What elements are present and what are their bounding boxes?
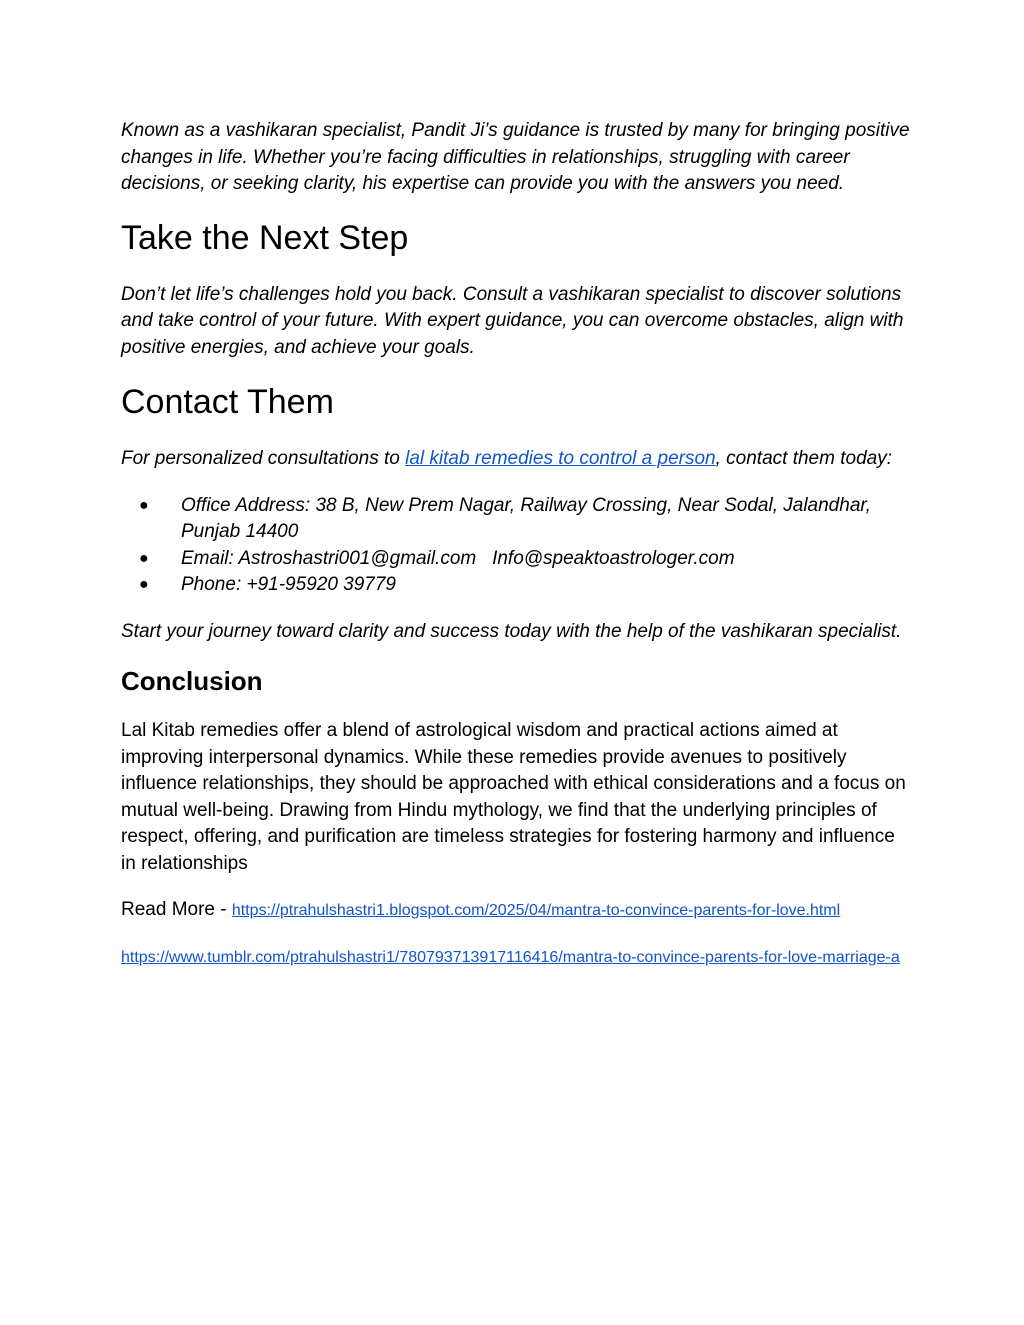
intro-paragraph: Known as a vashikaran specialist, Pandit Ji’s guidance is trusted by many for bringing positive changes in life. Whether you’re facing difficulties in relationships, struggling with career decisions, or seeking clarity, his expertise can provide you with the answers you need. [121,120,910,194]
list-item-address [121,493,911,546]
next-step-heading: Take the Next Step [121,218,409,257]
read-more-label: Read More - [121,899,232,920]
contact-lead-after: , contact them today: [715,448,892,469]
email-text: Email: Astroshastri001@gmail.com Info@speaktoastrologer.com [181,547,735,569]
contact-closing: Start your journey toward clarity and success today with the help of the vashikaran specialist. [121,620,902,642]
bullet: ● [139,549,149,567]
next-step-paragraph: Don’t let life’s challenges hold you back. Consult a vashikaran specialist to discover solutions and take control of your future. With expert guidance, you can overcome obstacles, align with positive energies, and achieve your goals. [121,283,904,358]
tumblr-link[interactable]: https://www.tumblr.com/ptrahulshastri1/780793713917116416/mantra-to-convince-parents-for-love-marriage-a [121,948,900,966]
list-item-phone [121,572,911,599]
bullet: ● [139,576,149,593]
conclusion-heading: Conclusion [121,666,263,696]
contact-heading: Contact Them [121,383,334,421]
lal-kitab-link[interactable]: lal kitab remedies to control a person [405,448,716,469]
contact-list [121,493,911,599]
document-page [121,118,911,969]
bullet: ● [139,496,149,514]
tumblr-link-line [121,947,911,969]
list-item-email [121,546,911,573]
phone-text: Phone: +91-95920 39779 [181,574,397,595]
blogspot-link[interactable]: https://ptrahulshastri1.blogspot.com/2025/04/mantra-to-convince-parents-for-love.html [231,902,841,919]
contact-lead [121,446,911,473]
read-more-line [121,897,911,925]
conclusion-paragraph: Lal Kitab remedies offer a blend of astrological wisdom and practical actions aimed at improving interpersonal dynamics. While these remedies provide avenues to positively influence relationships, they should be approached with ethical considerations and a focus on mutual well-being. Drawing from Hindu mythology, we find that the underlying principles of respect, offering, and purification are timeless strategies for fostering harmony and influence in relationships [121,720,906,874]
contact-lead-before: For personalized consultations to [121,448,406,469]
address-text: Office Address: 38 B, New Prem Nagar, Railway Crossing, Near Sodal, Jalandhar, Punjab 14400 [181,494,871,542]
